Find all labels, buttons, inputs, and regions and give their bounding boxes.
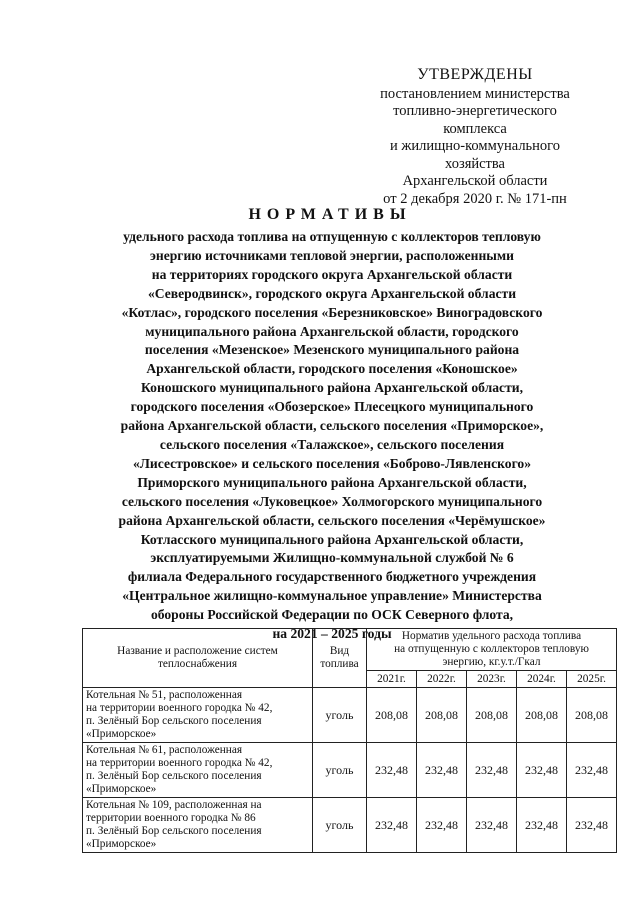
boiler-name-line: «Приморское» (86, 838, 157, 850)
subtitle-line: Приморского муниципального района Архангельской области, (137, 474, 527, 490)
subtitle-line: муниципального района Архангельской области, городского (145, 323, 519, 339)
boiler-name-line: «Приморское» (86, 783, 157, 795)
subtitle-line: поселения «Мезенское» Мезенского муниципального района (144, 342, 520, 358)
norm-value-cell: 232,48 (517, 743, 567, 798)
header-fuel-line: Вид (329, 645, 350, 657)
boiler-name-line: п. Зелёный Бор сельского поселения (86, 825, 262, 837)
subtitle-line: энергию источниками тепловой энергии, расположенными (150, 247, 514, 263)
subtitle-line: удельного расхода топлива на отпущенную с коллекторов тепловую (123, 229, 541, 244)
header-norm (367, 629, 617, 671)
boiler-name-line: Котельная № 109, расположенная на (86, 799, 262, 811)
header-year: 2025г. (567, 671, 617, 688)
norms-table (82, 628, 617, 853)
header-norm-line: Норматив удельного расхода топлива (401, 630, 582, 642)
document-title: НОРМАТИВЫ (248, 206, 412, 223)
subtitle-line: Коношского муниципального района Архангельской области, (140, 380, 524, 396)
header-year: 2024г. (517, 671, 567, 688)
subtitle-line: Котласского муниципального района Архангельской области, (140, 531, 524, 547)
approval-heading: УТВЕРЖДЕНЫ (417, 66, 533, 83)
subtitle-line: «Котлас», городского поселения «Березниковское» Виноградовского (121, 304, 543, 320)
boiler-name-line: Котельная № 61, расположенная (86, 744, 243, 756)
norm-value-cell: 232,48 (417, 798, 467, 853)
approval-line: от 2 декабря 2020 г. № 171-пн (383, 190, 567, 207)
norm-value-cell: 232,48 (567, 798, 617, 853)
header-fuel-type (313, 629, 367, 688)
norm-value-cell: 232,48 (517, 798, 567, 853)
subtitle-line: на 2021 – 2025 годы (272, 626, 392, 642)
subtitle-line: района Архангельской области, сельского поселения «Черёмушское» (118, 512, 546, 528)
header-year: 2023г. (467, 671, 517, 688)
approval-block (360, 66, 590, 208)
norm-value-cell: 232,48 (417, 743, 467, 798)
boiler-name-line: на территории военного городка № 42, (86, 702, 273, 714)
subtitle-line: филиала Федерального государственного бюджетного учреждения (127, 569, 537, 585)
norm-value-cell: 208,08 (567, 688, 617, 743)
fuel-cell: уголь (313, 743, 367, 798)
subtitle-line: эксплуатируемыми Жилищно-коммунальной службой № 6 (150, 550, 514, 566)
norm-value-cell: 232,48 (367, 798, 417, 853)
boiler-name-line: «Приморское» (86, 728, 157, 740)
approval-line: топливно-энергетического комплекса (393, 103, 557, 137)
norm-value-cell: 208,08 (517, 688, 567, 743)
header-norm-line: энергию, кг.у.т./Гкал (442, 656, 541, 668)
boiler-name-cell (83, 688, 313, 743)
subtitle-line: обороны Российской Федерации по ОСК Северного флота, (150, 607, 514, 623)
header-fuel-line: топлива (320, 658, 359, 670)
subtitle-line: «Северодвинск», городского округа Архангельской области (147, 285, 517, 301)
boiler-name-line: п. Зелёный Бор сельского поселения (86, 715, 262, 727)
table-row (83, 798, 617, 853)
header-system-name: Название и расположение систем теплоснабжения (83, 629, 313, 688)
approval-line: постановлением министерства (380, 85, 570, 102)
subtitle-line: Архангельской области, городского поселения «Коношское» (146, 361, 518, 377)
subtitle-line: района Архангельской области, сельского поселения «Приморское», (120, 418, 544, 434)
norm-value-cell: 232,48 (467, 798, 517, 853)
header-year: 2022г. (417, 671, 467, 688)
subtitle-line: городского поселения «Обозерское» Плесецкого муниципального (130, 399, 534, 415)
boiler-name-line: Котельная № 51, расположенная (86, 689, 243, 701)
boiler-name-cell (83, 743, 313, 798)
boiler-name-cell (83, 798, 313, 853)
table-row (83, 743, 617, 798)
subtitle-line: «Центральное жилищно-коммунальное управление» Министерства (122, 588, 542, 604)
boiler-name-line: на территории военного городка № 42, (86, 757, 273, 769)
subtitle-line: сельского поселения «Талажское», сельского поселения (159, 436, 505, 452)
approval-line: Архангельской области (402, 173, 548, 189)
subtitle-line: «Лисестровское» и сельского поселения «Боброво-Лявленского» (132, 455, 532, 471)
boiler-name-line: п. Зелёный Бор сельского поселения (86, 770, 262, 782)
subtitle-line: на территориях городского округа Архангельской области (151, 266, 513, 282)
header-year: 2021г. (367, 671, 417, 688)
document-subtitle (58, 228, 606, 644)
norm-value-cell: 232,48 (467, 743, 517, 798)
norm-value-cell: 208,08 (417, 688, 467, 743)
norm-value-cell: 232,48 (567, 743, 617, 798)
fuel-cell: уголь (313, 798, 367, 853)
fuel-cell: уголь (313, 688, 367, 743)
norm-value-cell: 208,08 (367, 688, 417, 743)
approval-line: и жилищно-коммунального хозяйства (389, 138, 561, 172)
boiler-name-line: территории военного городка № 86 (86, 812, 256, 824)
table-header-row (83, 629, 617, 671)
norm-value-cell: 232,48 (367, 743, 417, 798)
norm-value-cell: 208,08 (467, 688, 517, 743)
table-row (83, 688, 617, 743)
subtitle-line: сельского поселения «Луковецкое» Холмогорского муниципального (121, 493, 543, 509)
header-norm-line: на отпущенную с коллекторов тепловую (394, 643, 589, 655)
